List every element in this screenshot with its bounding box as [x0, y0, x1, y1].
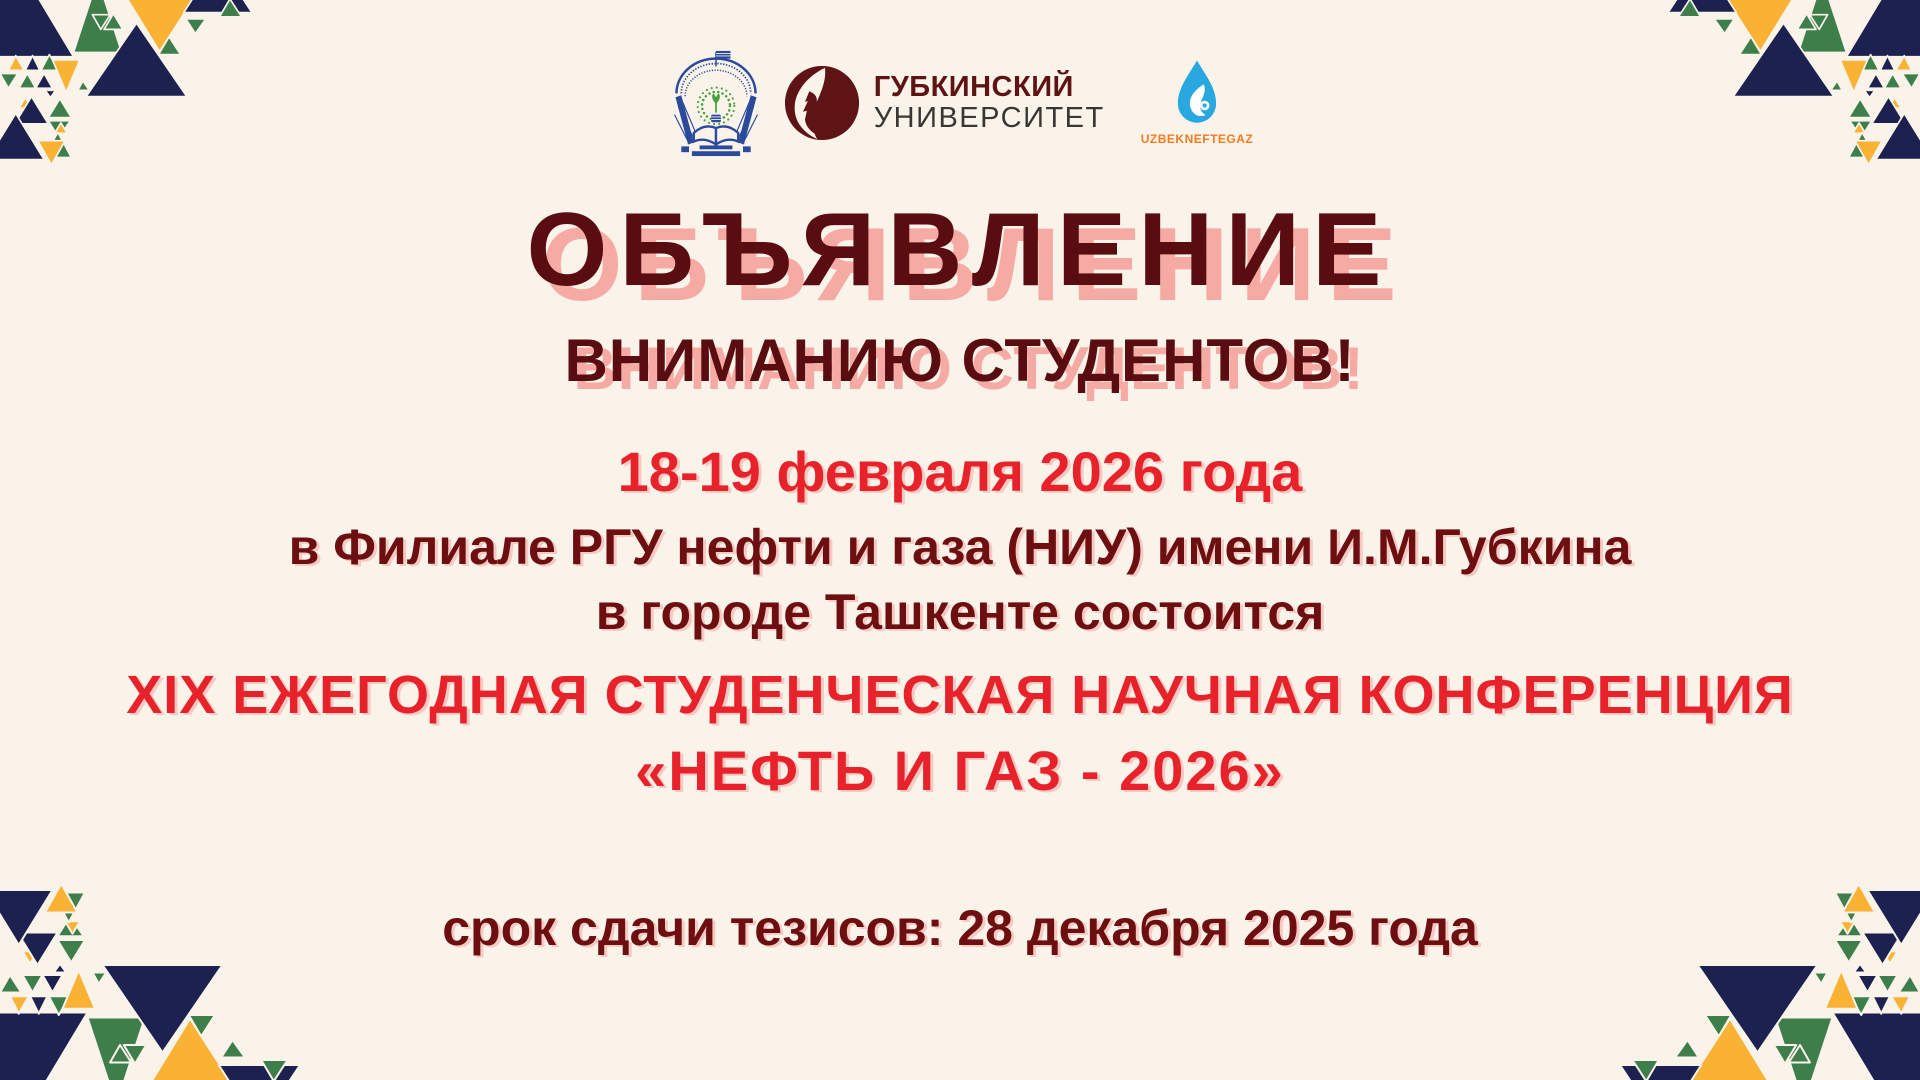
- uzbekneftegaz-logo: [1141, 59, 1254, 146]
- logo-strip: [0, 40, 1920, 165]
- conference-name-line-2: «НЕФТЬ И ГАЗ - 2026»: [635, 739, 1285, 802]
- gubkin-flame-icon: [783, 64, 861, 142]
- thesis-deadline: срок сдачи тезисов: 28 декабря 2025 года: [442, 900, 1478, 956]
- gubkin-wordmark-line1: ГУБКИНСКИЙ: [873, 71, 1074, 104]
- gubkin-university-logo: [783, 64, 1105, 142]
- conference-name-line-1: XIX ЕЖЕГОДНАЯ СТУДЕНЧЕСКАЯ НАУЧНАЯ КОНФЕРЕНЦИЯ: [126, 665, 1794, 725]
- attention-subtitle: ВНИМАНИЮ СТУДЕНТОВ!: [564, 327, 1356, 394]
- venue-line-2: в городе Ташкенте состоится: [595, 584, 1325, 640]
- uzbekneftegaz-drop-icon: [1175, 59, 1219, 129]
- venue-line-1: в Филиале РГУ нефти и газа (НИУ) имени И.М.Губкина: [288, 519, 1632, 575]
- event-date: 18-19 февраля 2026 года: [617, 440, 1303, 503]
- gubkin-wordmark-line2: УНИВЕРСИТЕТ: [873, 101, 1105, 134]
- ministry-emblem-icon: [667, 49, 765, 157]
- gubkin-wordmark: [874, 72, 1105, 132]
- uzbekneftegaz-caption: UZBEKNEFTEGAZ: [1140, 132, 1254, 146]
- page-title: ОБЪЯВЛЕНИЕ: [526, 192, 1394, 308]
